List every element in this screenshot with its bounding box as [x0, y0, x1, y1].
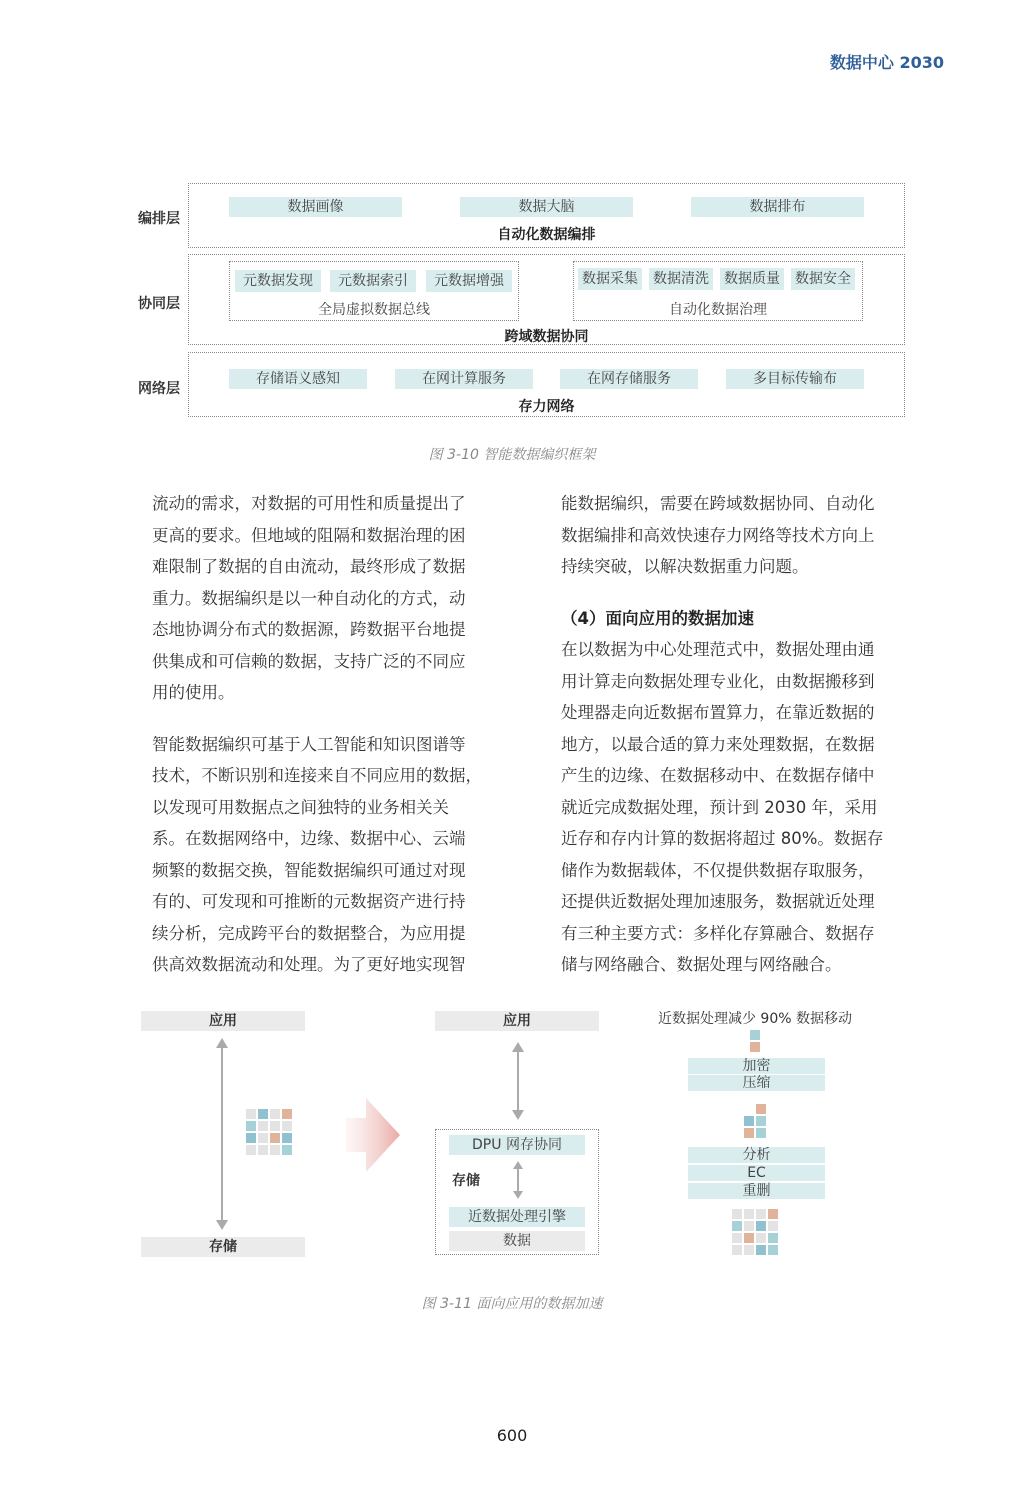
data-block [732, 1221, 742, 1231]
layer-label-arrange: 编排层 [138, 211, 180, 227]
middle-double-arrow [508, 1040, 528, 1122]
body-line: 有的、可发现和可推断的元数据资产进行持 [152, 892, 466, 911]
dpu-chip: DPU 网存协同 [449, 1135, 585, 1155]
body-line: 用计算走向数据处理专业化，由数据搬移到 [561, 671, 875, 691]
right-diagram-title: 近数据处理减少 90% 数据移动 [657, 1011, 853, 1027]
body-line: 更高的要求。但地域的阻隔和数据治理的困 [152, 525, 466, 545]
chip-storage-semantics: 存储语义感知 [229, 369, 367, 389]
data-block [744, 1116, 754, 1126]
body-line: 能数据编织，需要在跨域数据协同、自动化 [561, 494, 875, 513]
data-block [270, 1145, 280, 1155]
data-block [282, 1133, 292, 1143]
layer-label-network: 网络层 [138, 381, 180, 397]
body-line: 系。在数据网络中，边缘、数据中心、云端 [152, 829, 466, 848]
right-data-grid [732, 1209, 780, 1257]
small-arrow-head-down [513, 1191, 523, 1199]
body-line: 处理器走向近数据布置算力，在靠近数据的 [561, 703, 875, 722]
data-block [756, 1221, 766, 1231]
data-block [768, 1233, 778, 1243]
body-line: 重力。数据编织是以一种自动化的方式，动 [152, 588, 466, 608]
data-block [246, 1145, 256, 1155]
data-block [756, 1116, 766, 1126]
data-block [750, 1042, 760, 1052]
middle-arrow-head-down [512, 1110, 524, 1120]
middle-small-double-arrow [509, 1160, 527, 1200]
layer-caption-collab: 跨域数据协同 [504, 329, 589, 345]
data-block [756, 1209, 766, 1219]
data-block [744, 1209, 754, 1219]
layer-caption-arrange: 自动化数据编排 [497, 227, 596, 243]
data-block [768, 1245, 778, 1255]
data-block [744, 1245, 754, 1255]
body-line: 储与网络融合、数据处理与网络融合。 [561, 955, 842, 974]
body-line: 地方，以最合适的算力来处理数据，在数据 [561, 734, 875, 754]
body-line: 储作为数据载体，不仅提供数据存取服务， [561, 860, 875, 880]
data-block [246, 1133, 256, 1143]
chip-data-brain: 数据大脑 [460, 197, 633, 217]
body-line: 产生的边缘、在数据移动中、在数据存储中 [561, 766, 875, 785]
body-line: 流动的需求，对数据的可用性和质量提出了 [152, 494, 466, 513]
body-line: 频繁的数据交换，智能数据编织可通过对现 [152, 860, 466, 880]
middle-app-bar: 应用 [435, 1011, 599, 1031]
data-block [270, 1133, 280, 1143]
data-block [258, 1133, 268, 1143]
data-chip: 数据 [449, 1231, 585, 1251]
compress-chip: 压缩 [688, 1075, 825, 1091]
left-data-grid [246, 1109, 294, 1157]
data-block [258, 1109, 268, 1119]
data-block [756, 1233, 766, 1243]
chip-data-security: 数据安全 [791, 268, 855, 290]
data-block [750, 1030, 760, 1040]
analysis-chip: 分析 [688, 1147, 825, 1163]
data-block [270, 1121, 280, 1131]
data-block [246, 1109, 256, 1119]
chip-in-network-storage: 在网存储服务 [560, 369, 698, 389]
chip-metadata-index: 元数据索引 [330, 270, 416, 292]
data-block [732, 1209, 742, 1219]
layer-caption-network: 存力网络 [518, 399, 575, 415]
data-block [270, 1109, 280, 1119]
data-block [756, 1245, 766, 1255]
dedup-chip: 重删 [688, 1183, 825, 1199]
figure-caption-3-10: 图 3-10 智能数据编织框架 [428, 447, 596, 463]
chip-data-layout: 数据排布 [691, 197, 864, 217]
left-storage-bar: 存储 [141, 1237, 305, 1257]
body-line: 态地协调分布式的数据源，跨数据平台地提 [152, 620, 466, 639]
data-block [744, 1128, 754, 1138]
body-line: 近存和存内计算的数据将超过 80%。数据存 [561, 829, 884, 848]
chip-in-network-compute: 在网计算服务 [395, 369, 533, 389]
data-block [732, 1245, 742, 1255]
left-app-bar: 应用 [141, 1011, 305, 1031]
data-block [768, 1221, 778, 1231]
body-line: 供高效数据流动和处理。为了更好地实现智 [152, 955, 466, 974]
middle-storage-label: 存储 [452, 1173, 480, 1189]
body-left-column [152, 488, 512, 981]
running-header-title: 数据中心 2030 [829, 53, 944, 72]
data-block [756, 1104, 766, 1114]
chip-metadata-discovery: 元数据发现 [235, 270, 321, 292]
data-block [282, 1109, 292, 1119]
transition-arrow-icon [346, 1098, 402, 1172]
right-data-stack-2 [744, 1104, 768, 1140]
body-right-column [561, 488, 921, 981]
chip-metadata-enhance: 元数据增强 [426, 270, 512, 292]
left-arrow-head-down [216, 1220, 228, 1230]
chip-data-quality: 数据质量 [720, 268, 784, 290]
body-line: 以发现可用数据点之间独特的业务相关关 [152, 797, 449, 817]
section-heading: （4）面向应用的数据加速 [561, 608, 754, 628]
middle-storage-box [435, 1129, 599, 1255]
left-double-arrow [212, 1036, 232, 1232]
body-line: 智能数据编织可基于人工智能和知识图谱等 [152, 734, 466, 754]
data-block [744, 1233, 754, 1243]
body-line: 技术，不断识别和连接来自不同应用的数据， [152, 766, 482, 785]
body-line: 还提供近数据处理加速服务，数据就近处理 [561, 892, 875, 911]
ec-chip: EC [688, 1165, 825, 1181]
body-line: 持续突破，以解决数据重力问题。 [561, 557, 809, 576]
data-block [768, 1209, 778, 1219]
caption-virtual-data-bus: 全局虚拟数据总线 [318, 302, 430, 318]
body-line: 供集成和可信赖的数据，支持广泛的不同应 [152, 651, 466, 671]
caption-auto-governance: 自动化数据治理 [669, 302, 767, 318]
data-block [246, 1121, 256, 1131]
chip-multi-target-transfer: 多目标传输布 [726, 369, 864, 389]
body-line: 续分析，完成跨平台的数据整合，为应用提 [152, 923, 466, 943]
middle-arrow-head-up [512, 1042, 524, 1052]
body-line: 有三种主要方式：多样化存算融合、数据存 [561, 923, 875, 943]
figure-caption-3-11: 图 3-11 面向应用的数据加速 [421, 1296, 603, 1312]
page-number: 600 [496, 1426, 528, 1445]
data-block [744, 1221, 754, 1231]
data-block [282, 1145, 292, 1155]
right-data-stack-1 [750, 1030, 762, 1054]
data-block [756, 1128, 766, 1138]
data-block [282, 1121, 292, 1131]
small-arrow-head-up [513, 1161, 523, 1169]
data-block [258, 1121, 268, 1131]
engine-chip: 近数据处理引擎 [449, 1207, 585, 1227]
body-line: 数据编排和高效快速存力网络等技术方向上 [561, 525, 875, 545]
chip-data-collection: 数据采集 [578, 268, 642, 290]
chip-data-profile: 数据画像 [229, 197, 402, 217]
left-arrow-head-up [216, 1038, 228, 1048]
body-line: 难限制了数据的自由流动，最终形成了数据 [152, 557, 466, 576]
data-block [732, 1233, 742, 1243]
figure-3-10 [0, 0, 1024, 470]
body-line: 就近完成数据处理，预计到 2030 年，采用 [561, 797, 878, 817]
data-block [258, 1145, 268, 1155]
layer-label-collab: 协同层 [138, 296, 180, 312]
encrypt-chip: 加密 [688, 1058, 825, 1074]
body-line: 在以数据为中心处理范式中，数据处理由通 [561, 640, 875, 659]
chip-data-cleaning: 数据清洗 [649, 268, 713, 290]
body-line: 用的使用。 [152, 683, 235, 702]
